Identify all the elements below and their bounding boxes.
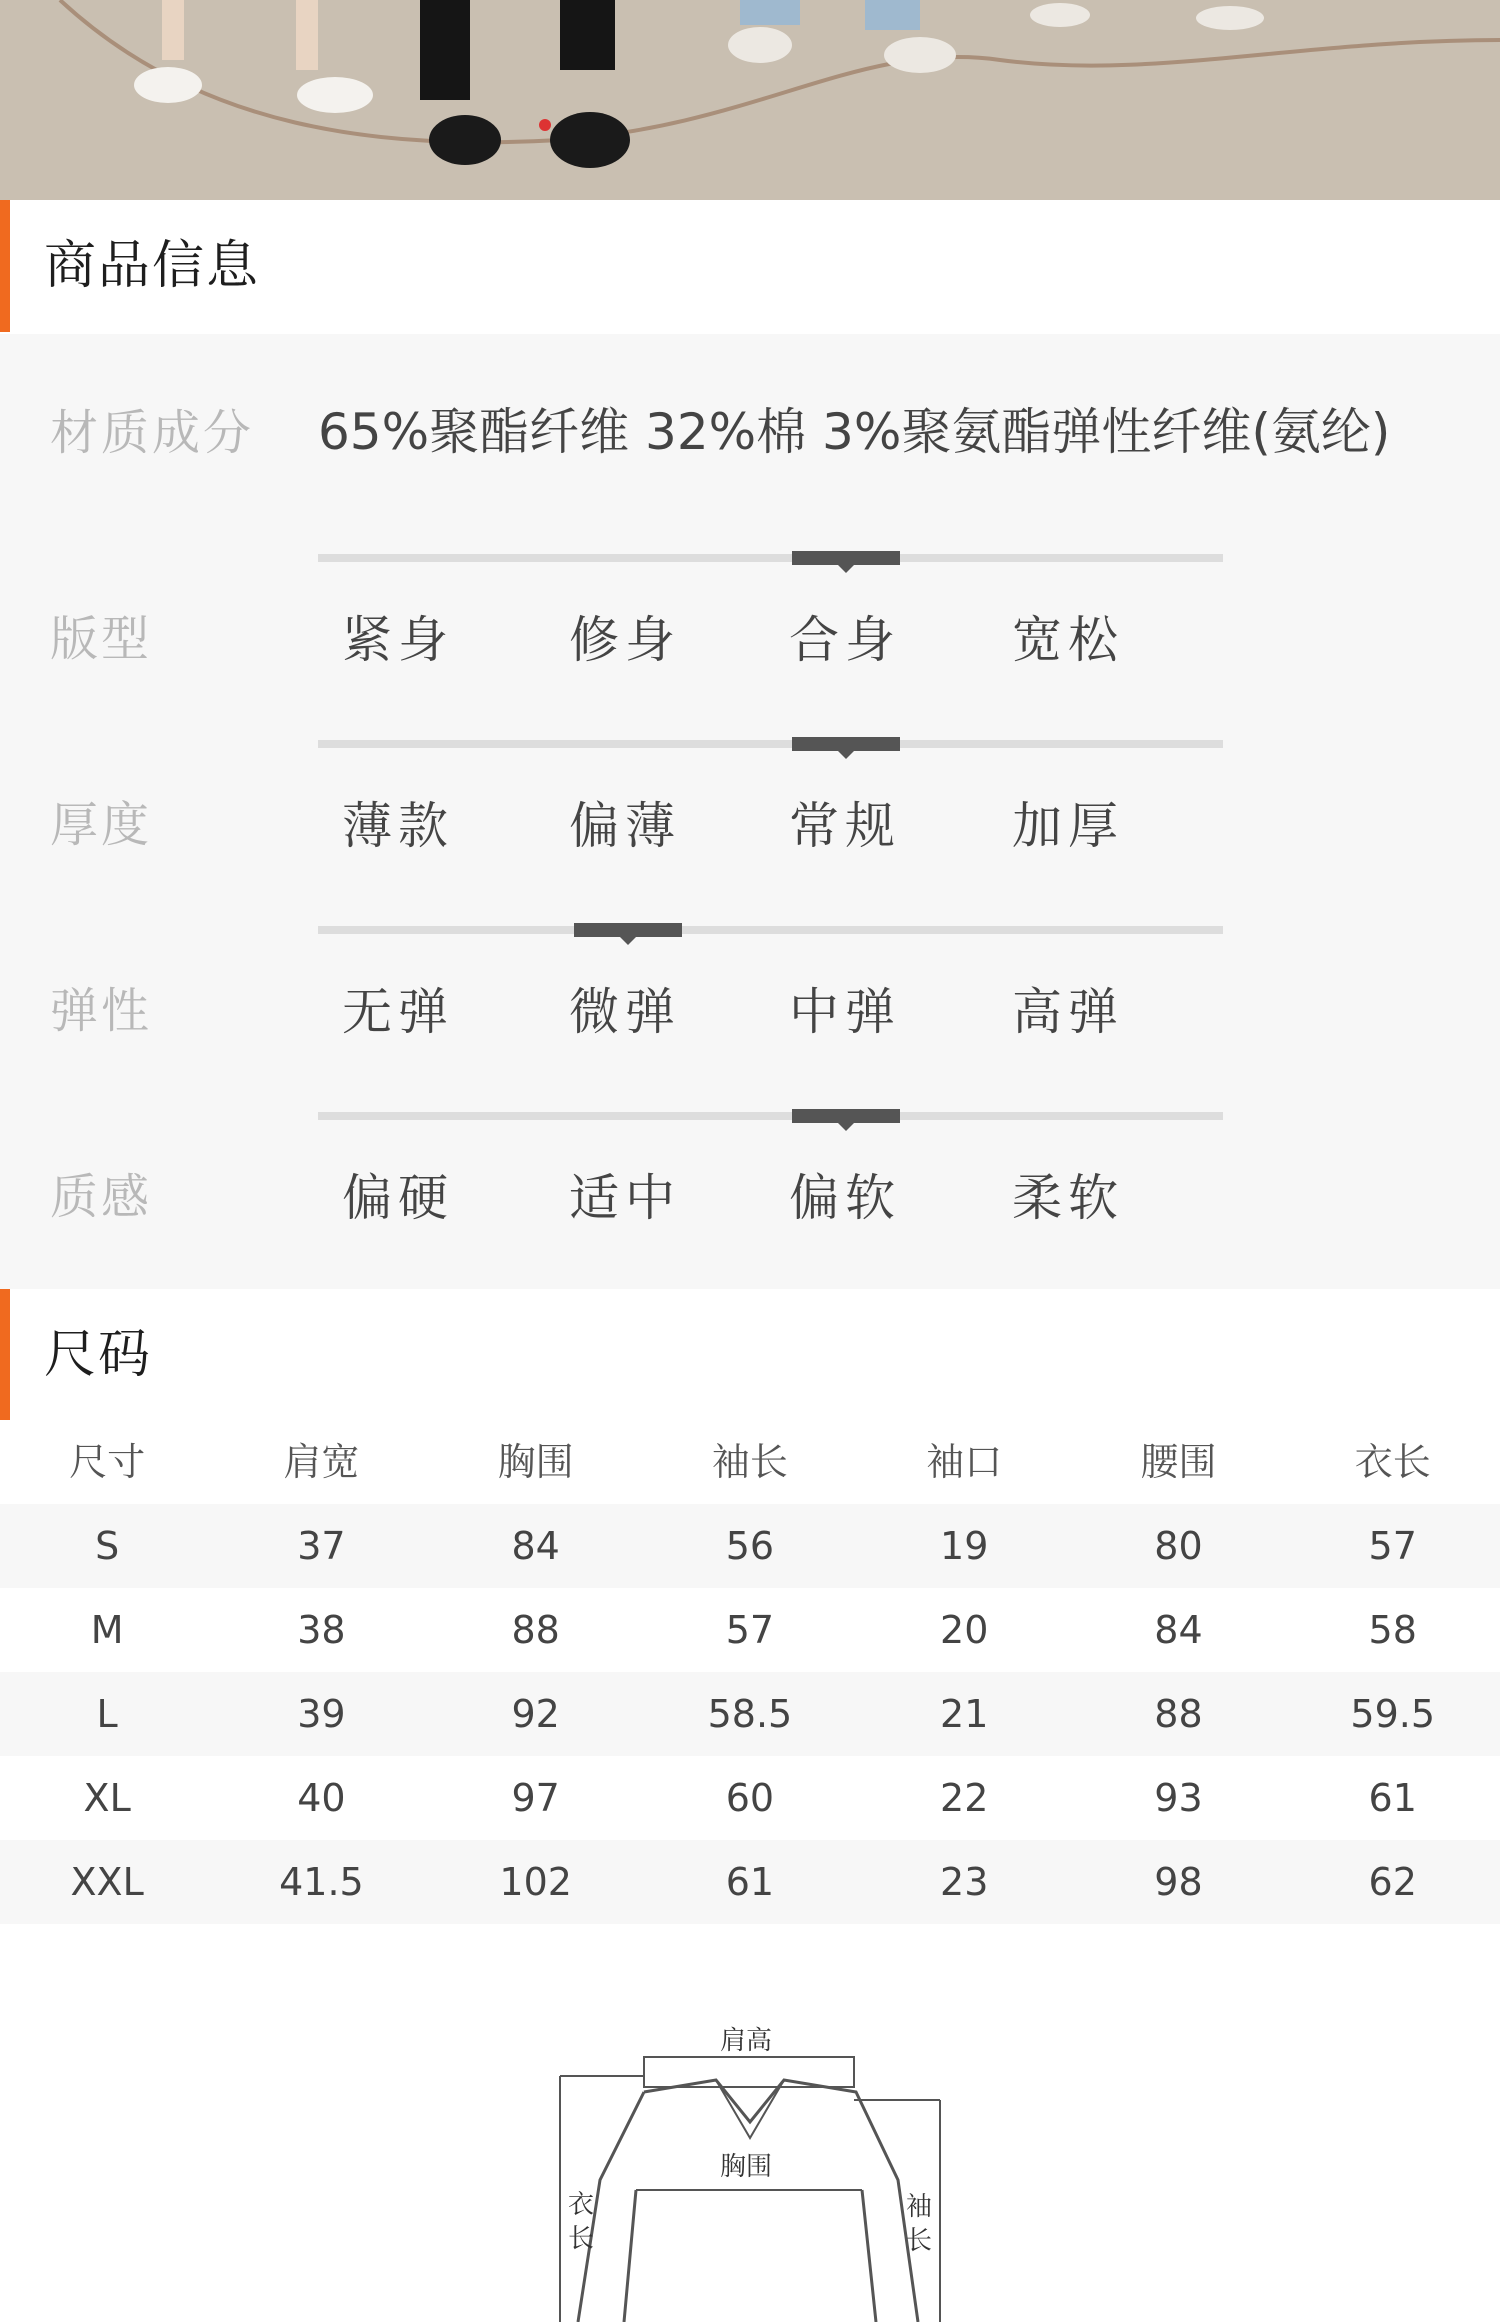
thickness-label: 厚度	[50, 797, 153, 853]
column-header: 腰围	[1140, 1440, 1217, 1484]
thickness-option-selected: 常规	[789, 797, 901, 855]
fit-option-selected: 合身	[789, 611, 901, 669]
elasticity-scale-marker	[574, 923, 682, 937]
elasticity-option: 高弹	[1012, 983, 1124, 1041]
fit-scale-track	[318, 554, 1223, 562]
elasticity-label: 弹性	[50, 983, 153, 1039]
elasticity-scale-track	[318, 926, 1223, 934]
material-value: 65%聚酯纤维 32%棉 3%聚氨酯弹性纤维(氨纶)	[318, 403, 1391, 461]
table-cell: 88	[511, 1608, 560, 1652]
table-cell: 98	[1154, 1860, 1203, 1904]
thickness-scale-track	[318, 740, 1223, 748]
table-row	[0, 1840, 1500, 1924]
material-label: 材质成分	[50, 405, 255, 461]
table-row	[0, 1672, 1500, 1756]
hero-banner	[0, 0, 1500, 200]
texture-option: 柔软	[1012, 1169, 1124, 1227]
table-cell: XXL	[70, 1860, 144, 1904]
table-cell: 57	[1368, 1524, 1417, 1568]
table-cell: M	[90, 1608, 124, 1652]
elasticity-option: 中弹	[789, 983, 901, 1041]
size-header	[0, 1289, 1500, 1421]
texture-option: 偏硬	[342, 1169, 454, 1227]
shoulder-label: 肩高	[720, 2026, 773, 2056]
column-header: 衣长	[1354, 1440, 1431, 1484]
table-cell: 93	[1154, 1776, 1203, 1820]
measurement-diagram	[540, 2010, 960, 2322]
length-label-2: 长	[568, 2224, 595, 2254]
table-row	[0, 1756, 1500, 1840]
table-cell: L	[96, 1692, 118, 1736]
table-header-row	[0, 1420, 1500, 1504]
column-header: 肩宽	[283, 1440, 360, 1484]
table-cell: 97	[511, 1776, 560, 1820]
column-header: 袖长	[711, 1440, 788, 1484]
column-header: 尺寸	[69, 1440, 146, 1484]
table-cell: 61	[725, 1860, 775, 1904]
thickness-option: 偏薄	[569, 797, 681, 855]
table-cell: 61	[1368, 1776, 1417, 1820]
table-cell: 22	[940, 1776, 989, 1820]
texture-option: 适中	[569, 1169, 681, 1227]
table-cell: 19	[940, 1524, 989, 1568]
sleeve-label-1: 袖	[906, 2192, 933, 2222]
table-cell: 41.5	[279, 1860, 364, 1904]
table-cell: 56	[725, 1524, 775, 1568]
accent-bar	[0, 1289, 10, 1421]
product-info-panel	[0, 334, 1500, 1289]
table-cell: 58	[1368, 1608, 1417, 1652]
sleeve-label-2: 长	[906, 2226, 933, 2256]
fit-option: 紧身	[342, 611, 454, 669]
texture-scale-marker	[792, 1109, 900, 1123]
table-cell: 80	[1154, 1524, 1203, 1568]
table-cell: 58.5	[707, 1692, 793, 1736]
length-label-1: 衣	[568, 2190, 595, 2220]
table-cell: XL	[83, 1776, 131, 1820]
fit-option: 修身	[569, 611, 681, 669]
table-cell: 102	[499, 1860, 572, 1904]
table-cell: 21	[940, 1692, 989, 1736]
texture-label: 质感	[50, 1169, 153, 1225]
table-cell: 60	[725, 1776, 775, 1820]
fit-option: 宽松	[1012, 611, 1124, 669]
elasticity-option-selected: 微弹	[569, 983, 681, 1041]
table-cell: 23	[940, 1860, 989, 1904]
table-cell: 88	[1154, 1692, 1203, 1736]
table-cell: 20	[940, 1608, 989, 1652]
table-cell: 59.5	[1350, 1692, 1436, 1736]
accent-bar	[0, 200, 10, 332]
size-table	[0, 1420, 1500, 1924]
table-cell: 39	[297, 1692, 346, 1736]
table-cell: 57	[725, 1608, 775, 1652]
thickness-option: 加厚	[1012, 797, 1124, 855]
table-cell: 84	[511, 1524, 560, 1568]
elasticity-option: 无弹	[342, 983, 454, 1041]
table-cell: 40	[297, 1776, 346, 1820]
chest-label: 胸围	[720, 2152, 773, 2182]
table-cell: 38	[297, 1608, 346, 1652]
section-title: 尺码	[44, 1325, 153, 1385]
table-cell: S	[95, 1524, 120, 1568]
product-info-header	[0, 200, 1500, 332]
texture-scale-track	[318, 1112, 1223, 1120]
thickness-option: 薄款	[342, 797, 454, 855]
thickness-scale-marker	[792, 737, 900, 751]
hero-illustration	[0, 0, 1500, 200]
texture-option-selected: 偏软	[789, 1169, 901, 1227]
column-header: 袖口	[926, 1440, 1003, 1484]
section-title: 商品信息	[44, 236, 261, 296]
table-row	[0, 1504, 1500, 1588]
table-cell: 37	[297, 1524, 346, 1568]
column-header: 胸围	[497, 1440, 574, 1484]
table-cell: 62	[1368, 1860, 1417, 1904]
table-cell: 84	[1154, 1608, 1203, 1652]
fit-scale-marker	[792, 551, 900, 565]
fit-label: 版型	[50, 611, 153, 667]
table-row	[0, 1588, 1500, 1672]
table-cell: 92	[511, 1692, 560, 1736]
